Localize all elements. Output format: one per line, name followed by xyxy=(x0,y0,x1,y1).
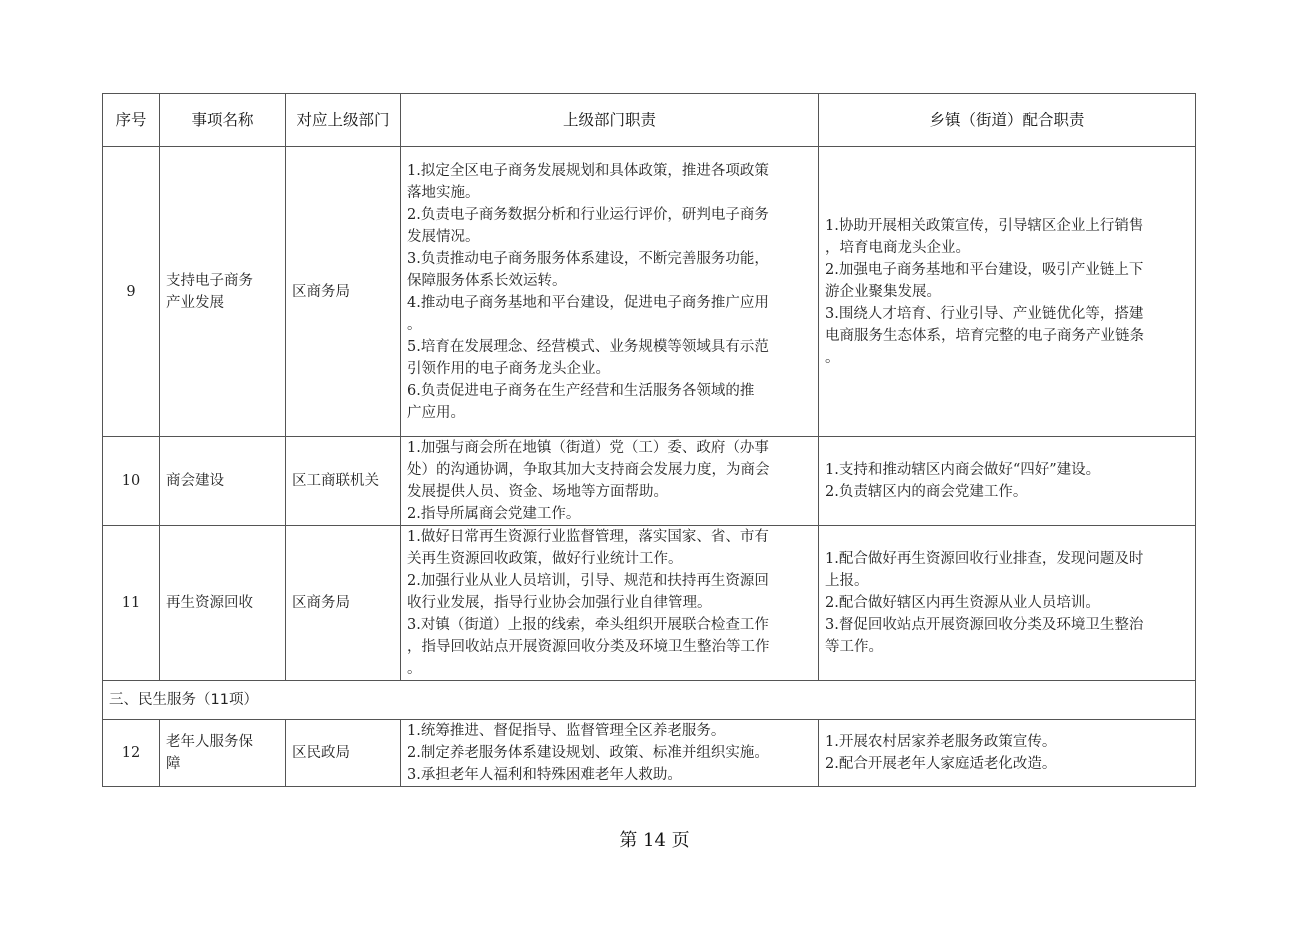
header-superior-duty: 上级部门职责 xyxy=(401,94,819,147)
section-row xyxy=(103,681,1196,720)
superior-duty: 1.拟定全区电子商务发展规划和具体政策，推进各项政策 落地实施。 2.负责电子商务数据分析和行业运行评价，研判电子商务 发展情况。 3.负责推动电子商务服务体系建设，不断完善服务功能， 保障服务体系长效运转。 4.推动电子商务基地和平台建设，促进电子商务推广应用 。 5.培育在发展理念、经营模式、业务规模等领域具有示范 引领作用的电子商务龙头企业。 6.负责促进电子商务在生产经营和生活服务各领域的推 广应用。 xyxy=(401,147,819,437)
superior-duty: 1.做好日常再生资源行业监督管理，落实国家、省、市有 关再生资源回收政策，做好行业统计工作。 2.加强行业从业人员培训，引导、规范和扶持再生资源回 收行业发展，指导行业协会加强行业自律管理。 3.对镇（街道）上报的线索，牵头组织开展联合检查工作 ，指导回收站点开展资源回收分类及环境卫生整治等工作 。 xyxy=(401,526,819,681)
superior-dept: 区民政局 xyxy=(286,720,401,787)
town-duty: 1.支持和推动辖区内商会做好“四好”建设。 2.负责辖区内的商会党建工作。 xyxy=(819,437,1196,526)
table-row xyxy=(103,526,1196,681)
item-name: 老年人服务保 障 xyxy=(160,720,286,787)
header-superior-dept: 对应上级部门 xyxy=(286,94,401,147)
page-number: 第 14 页 xyxy=(619,830,690,851)
superior-dept: 区工商联机关 xyxy=(286,437,401,526)
superior-dept: 区商务局 xyxy=(286,526,401,681)
town-duty: 1.配合做好再生资源回收行业排查，发现问题及时 上报。 2.配合做好辖区内再生资源从业人员培训。 3.督促回收站点开展资源回收分类及环境卫生整治 等工作。 xyxy=(819,526,1196,681)
table-row xyxy=(103,147,1196,437)
superior-duty: 1.加强与商会所在地镇（街道）党（工）委、政府（办事 处）的沟通协调，争取其加大支持商会发展力度，为商会 发展提供人员、资金、场地等方面帮助。 2.指导所属商会党建工作。 xyxy=(401,437,819,526)
table-row xyxy=(103,720,1196,787)
row-number: 11 xyxy=(103,526,160,681)
town-duty: 1.协助开展相关政策宣传，引导辖区企业上行销售 ，培育电商龙头企业。 2.加强电子商务基地和平台建设，吸引产业链上下 游企业聚集发展。 3.围绕人才培育、行业引导、产业链优化等，搭建 电商服务生态体系，培育完整的电子商务产业链条 。 xyxy=(819,147,1196,437)
town-duty: 1.开展农村居家养老服务政策宣传。 2.配合开展老年人家庭适老化改造。 xyxy=(819,720,1196,787)
header-town-duty: 乡镇（街道）配合职责 xyxy=(819,94,1196,147)
row-number: 12 xyxy=(103,720,160,787)
row-number: 9 xyxy=(103,147,160,437)
duty-table xyxy=(102,93,1196,787)
table-row xyxy=(103,437,1196,526)
superior-duty: 1.统筹推进、督促指导、监督管理全区养老服务。 2.制定养老服务体系建设规划、政策、标准并组织实施。 3.承担老年人福利和特殊困难老年人救助。 xyxy=(401,720,819,787)
header-no: 序号 xyxy=(103,94,160,147)
table-header-row xyxy=(103,94,1196,147)
header-item-name: 事项名称 xyxy=(160,94,286,147)
row-number: 10 xyxy=(103,437,160,526)
superior-dept: 区商务局 xyxy=(286,147,401,437)
item-name: 支持电子商务 产业发展 xyxy=(160,147,286,437)
section-title: 三、民生服务（11项） xyxy=(103,681,1196,720)
item-name: 商会建设 xyxy=(160,437,286,526)
item-name: 再生资源回收 xyxy=(160,526,286,681)
